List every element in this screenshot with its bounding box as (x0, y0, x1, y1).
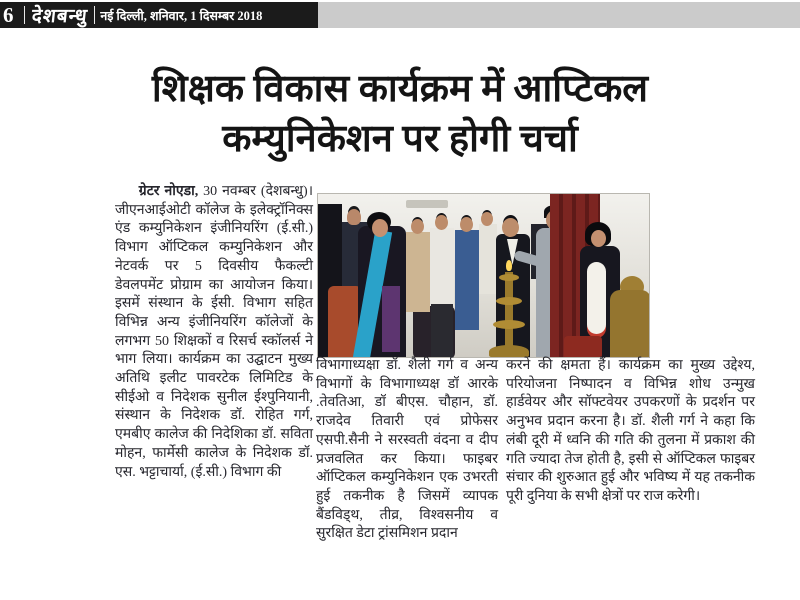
photo-background-man-white-head (435, 215, 448, 230)
photo-brass-lamp-tier1 (499, 274, 519, 281)
photo-background-man-blue (455, 230, 479, 330)
article-text: विभागाध्यक्षा डॉ. शैली गर्ग व अन्य विभागों के विभागाध्यक्ष डॉ आरके .तेवतिआ, डॉ बीएस. चौहान, डॉ. राजदेव तिवारी एवं प्रोफेसर एसपी.सैनी ने सरस्वती वंदना व दीप प्रजवलित कर किया। फाइबर ऑप्टिकल कम्युनिकेशन एक उभरती हुई तकनीक है जिसमें व्यापक बैंडविड्थ, तीव्र, विश्वसनीय व सुरक्षित डेटा ट्रांसमिशन प्रदान (316, 358, 498, 542)
photo-background-man-white2 (479, 224, 497, 294)
photo-wall-vent (406, 200, 448, 208)
masthead-divider (94, 6, 95, 24)
article-dateline-lead: ग्रेटर नोएडा, (138, 184, 199, 199)
photo-lamp-flame (506, 260, 512, 271)
article-text: 30 नवम्बर (देशबन्धु)। जीएनआईओटी कॉलेज के इलेक्ट्रॉनिक्स एंड कम्युनिकेशन इंजीनियरिंग (ई.सी.) विभाग ऑप्टिकल कम्युनिकेशन और नेटवर्क पर 5 दिवसीय फैकल्टी डेवलपमेंट प्रोग्राम का आयोजन किया। इसमें संस्थान के ईसी. विभाग सहित विभिन्न अन्य इंजीनियरिंग कॉलेजों के लगभग 50 शिक्षकों व रिसर्च स्कॉलर्स ने भाग लिया। कार्यक्रम का उद्घाटन मुख्य अतिथि इलीट पावरटेक लिमिटिड के सीईओ व निदेशक सुनील ईश्पुनियानी, संस्थान के निदेशक डॉ. रोहित गर्ग, एमबीए कालेज की निदेशिका डॉ. सविता मोहन, फार्मेसी कालेज के निदेशक डॉ. एस. भट्टाचार्या, (ई.सी.) विभाग की (115, 184, 313, 480)
page-number: 6 (3, 3, 14, 27)
photo-brass-statue (610, 290, 650, 358)
photo-woman-saree-head (372, 219, 388, 237)
headline-line-2: कम्युनिकेशन पर होगी चर्चा (222, 118, 578, 160)
masthead-bar (0, 2, 318, 28)
header-grey-strip (318, 2, 800, 28)
photo-background-man-white-trousers (431, 304, 453, 358)
photo-woman-saree-purple (382, 286, 400, 352)
photo-brass-lamp-tier2 (496, 297, 522, 305)
photo-white-garland (587, 262, 606, 334)
article-column-right (506, 357, 755, 569)
masthead-divider (24, 6, 25, 24)
photo-woman-garland-head (591, 230, 606, 247)
photo-background-man-white (430, 228, 454, 306)
photo-center-man-head (502, 218, 519, 237)
article-column-middle (316, 357, 498, 569)
photo-background-man-tan-head (411, 219, 424, 234)
headline-line-1: शिक्षक विकास कार्यक्रम में आप्टिकल (151, 68, 649, 110)
photo-red-cloth (564, 336, 602, 358)
photo-brass-lamp-tier3 (493, 320, 525, 329)
photo-background-man-blue-head (460, 217, 473, 232)
article-paragraph (115, 183, 313, 482)
masthead-logo: देशबन्धु (30, 6, 89, 27)
edition-dateline: नई दिल्ली, शनिवार, 1 दिसम्बर 2018 (100, 8, 263, 23)
article-headline (60, 64, 740, 164)
photo-background-man-navy-head (347, 209, 361, 225)
event-photo (317, 193, 650, 358)
photo-background-man-white2-head (481, 212, 493, 226)
photo-background-man-tan (406, 232, 430, 312)
article-column-left (115, 183, 313, 585)
article-text: करने की क्षमता हैं। कार्यक्रम का मुख्य उद्देश्य, परियोजना निष्पादन व विभिन्न शोध उन्मुख हार्डवेयर और सॉफ्टवेयर उपकरणों के प्रदर्शन पर अनुभव प्रदान करना है। डॉ. शैली गर्ग ने कहा कि लंबी दूरी में ध्वनि की गति की तुलना में प्रकाश की गति ज्यादा तेज होती है, इसी से ऑप्टिकल फाइबर संचार की शुरुआत हुई और भविष्य में यह तकनीक पूरी दुनिया के सभी क्षेत्रों पर राज करेगी। (506, 358, 755, 504)
